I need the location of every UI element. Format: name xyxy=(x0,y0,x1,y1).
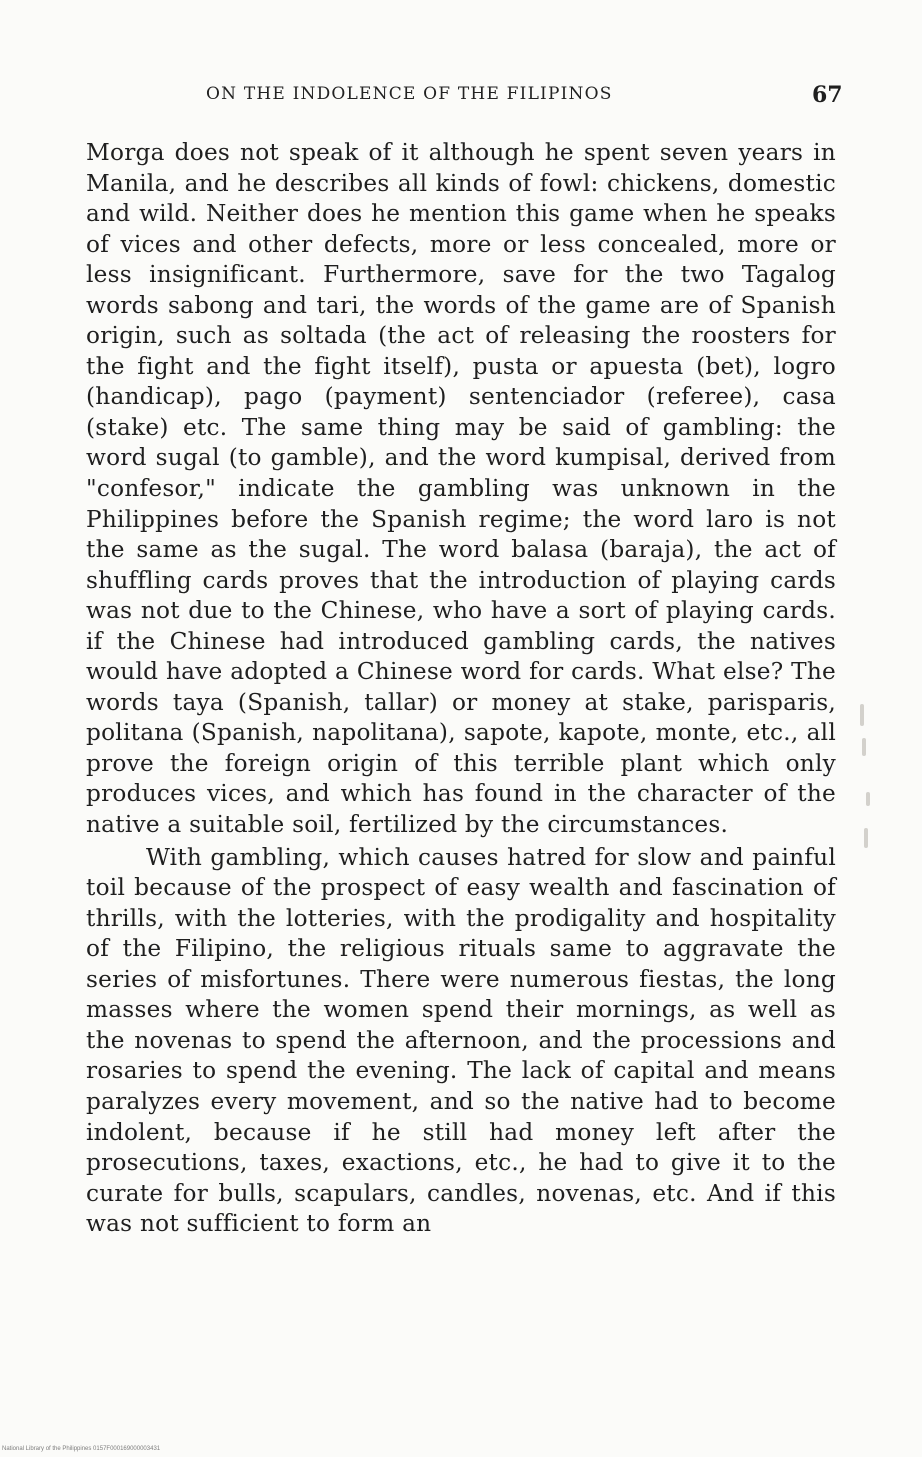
footer-source-line: National Library of the Philippines 0157F000169000003431 xyxy=(2,1446,161,1452)
running-title: ON THE INDOLENCE OF THE FILIPINOS xyxy=(206,84,613,104)
margin-ink-mark xyxy=(866,792,870,806)
margin-ink-mark xyxy=(860,704,864,726)
running-header xyxy=(0,84,922,124)
margin-ink-mark xyxy=(864,828,868,848)
margin-ink-mark xyxy=(862,738,866,756)
body-text xyxy=(86,138,836,1240)
page-number: 67 xyxy=(812,82,843,108)
paragraph-2: With gambling, which causes hatred for slow and painful toil because of the prospect of easy wealth and fascination of thrills, with the lotteries, with the prodigality and hospitality of the Filipino, the religious rituals same to aggravate the series of misfortunes. There were numerous fiestas, the long masses where the women spend their mornings, as well as the novenas to spend the afternoon, and the processions and rosaries to spend the evening. The lack of capital and means paralyzes every movement, and so the native had to become indolent, because if he still had money left after the prosecutions, taxes, exactions, etc., he had to give it to the curate for bulls, scapulars, candles, novenas, etc. And if this was not sufficient to form an xyxy=(86,843,836,1238)
paragraph-1: Morga does not speak of it although he spent seven years in Manila, and he describes all kinds of fowl: chickens, domestic and wild. Neither does he mention this game when he speaks of vices and other defects, more or less concealed, more or less insignificant. Furthermore, save for the two Tagalog words sabong and tari, the words of the game are of Spanish origin, such as soltada (the act of releasing the roosters for the fight and the fight itself), pusta or apuesta (bet), logro (handicap), pago (payment) sentenciador (referee), casa (stake) etc. The same thing may be said of gambling: the word sugal (to gamble), and the word kumpisal, derived from "confesor," indicate the gambling was unknown in the Philippines before the Spanish regime; the word laro is not the same as the sugal. The word balasa (baraja), the act of shuffling cards proves that the introduction of playing cards was not due to the Chinese, who have a sort of playing cards. if the Chinese had introduced gambling cards, the natives would have adopted a Chinese word for cards. What else? The words taya (Spanish, tallar) or money at stake, parisparis, politana (Spanish, napolitana), sapote, kapote, monte, etc., all prove the foreign origin of this terrible plant which only produces vices, and which has found in the character of the native a suitable soil, fertilized by the circumstances. xyxy=(86,139,836,839)
